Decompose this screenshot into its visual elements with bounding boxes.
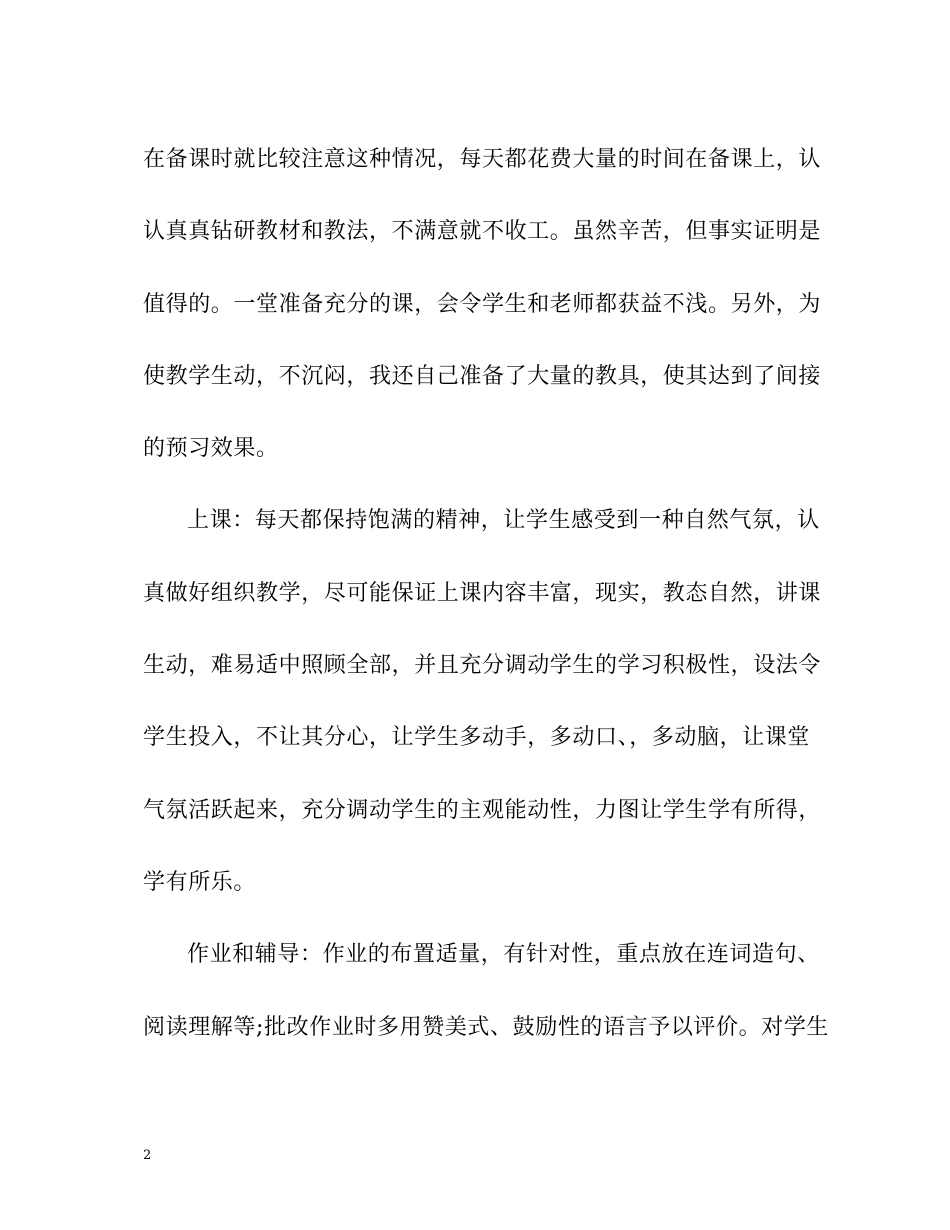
paragraph-start-line: 上课：每天都保持饱满的精神，让学生感受到一种自然气氛，认	[187, 508, 820, 534]
text-line: 的预习效果。	[143, 436, 279, 462]
text-line: 生动，难易适中照顾全部，并且充分调动学生的学习积极性，设法令	[143, 653, 822, 679]
body-text	[143, 138, 830, 1078]
text-line: 认真真钻研教材和教法，不满意就不收工。虽然辛苦，但事实证明是	[143, 219, 822, 245]
text-line: 学生投入，不让其分心，让学生多动手，多动口、，多动脑，让课堂	[143, 725, 811, 751]
text-line: 值得的。一堂准备充分的课，会令学生和老师都获益不浅。另外，为	[143, 291, 822, 317]
text-line: 阅读理解等;批改作业时多用赞美式、鼓励性的语言予以评价。对学生	[143, 1014, 830, 1040]
text-line: 气氛活跃起来，充分调动学生的主观能动性，力图让学生学有所得，	[143, 797, 822, 823]
text-line: 在备课时就比较注意这种情况，每天都花费大量的时间在备课上，认	[143, 147, 822, 172]
text-line: 真做好组织教学，尽可能保证上课内容丰富，现实，教态自然，讲课	[143, 580, 822, 606]
paragraph-start-line: 作业和辅导：作业的布置适量，有针对性，重点放在连词造句、	[187, 942, 820, 968]
page-number: 2	[143, 1148, 152, 1163]
text-line: 学有所乐。	[143, 869, 257, 895]
text-line: 使教学生动，不沉闷，我还自己准备了大量的教具，使其达到了间接	[143, 363, 822, 389]
